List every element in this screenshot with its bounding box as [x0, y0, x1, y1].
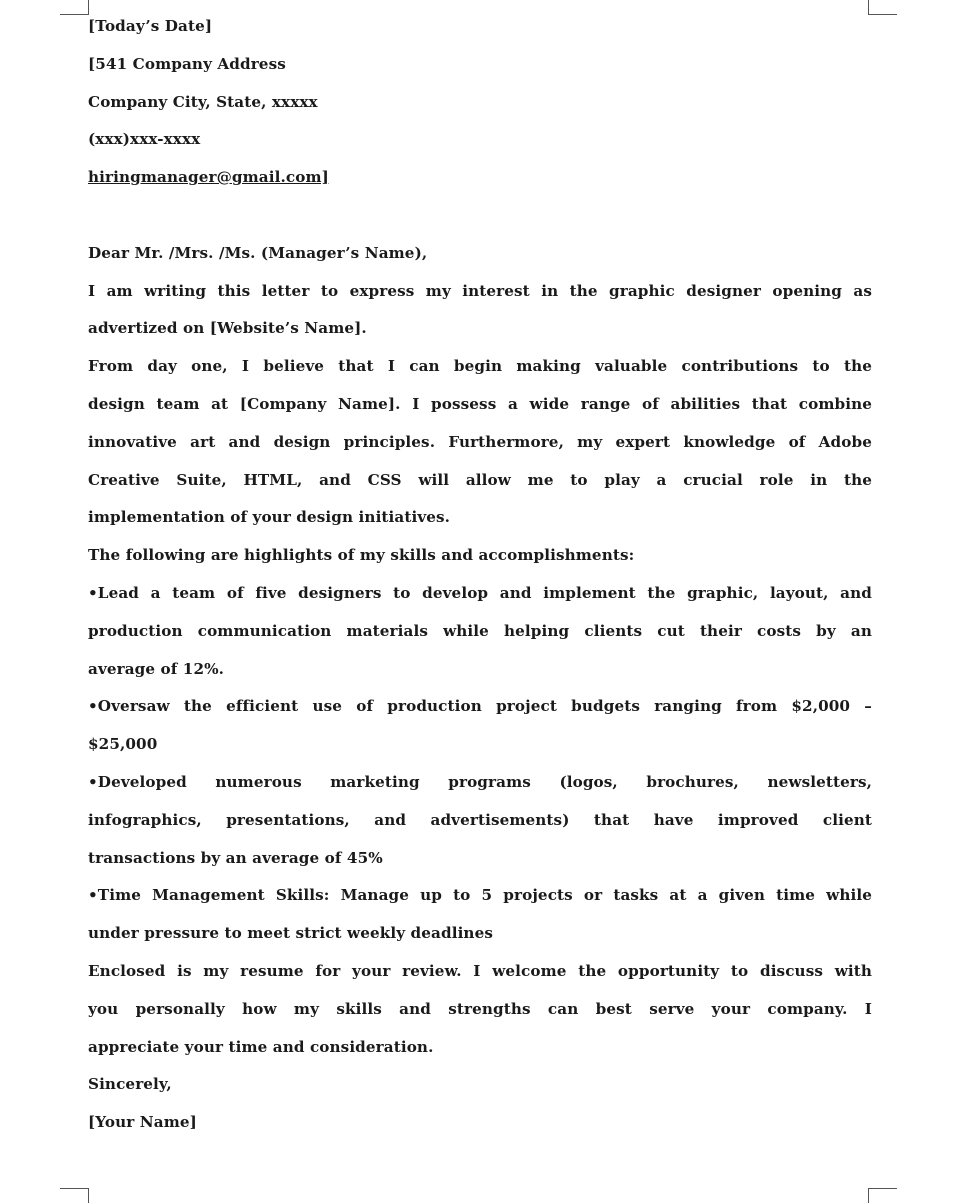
para1-line: From day one, I believe that I can begin making valuable contributions to the	[88, 357, 872, 376]
bullet-line: production communication materials while helping clients cut their costs by an	[88, 621, 872, 640]
city-line: Company City, State, xxxxx	[88, 92, 318, 111]
signature-name: [Your Name]	[88, 1113, 197, 1132]
highlights-intro: The following are highlights of my skills and accomplishments:	[88, 546, 635, 565]
email-link[interactable]: hiringmanager@gmail.com]	[88, 168, 329, 187]
intro-line: advertized on [Website’s Name].	[88, 319, 367, 338]
signoff: Sincerely,	[88, 1075, 172, 1094]
bullet-line: •Oversaw the efficient use of production project budgets ranging from $2,000 –	[88, 697, 872, 716]
bullet-line: average of 12%.	[88, 659, 225, 678]
phone-line: (xxx)xxx-xxxx	[88, 130, 201, 149]
crop-mark-bottom-left	[60, 1188, 89, 1203]
bullet-line: infographics, presentations, and advertisements) that have improved client	[88, 810, 872, 829]
closing-line: appreciate your time and consideration.	[88, 1037, 434, 1056]
closing-line: you personally how my skills and strengths can best serve your company. I	[88, 999, 872, 1018]
bullet-line: •Time Management Skills: Manage up to 5 projects or tasks at a given time while	[88, 886, 872, 905]
bullet-line: •Lead a team of five designers to develop and implement the graphic, layout, and	[88, 583, 872, 602]
crop-mark-bottom-right	[868, 1188, 897, 1203]
crop-mark-top-left	[60, 0, 89, 15]
closing-line: Enclosed is my resume for your review. I welcome the opportunity to discuss with	[88, 961, 872, 980]
bullet-line: under pressure to meet strict weekly deadlines	[88, 924, 493, 943]
address-line: [541 Company Address	[88, 54, 286, 73]
intro-line: I am writing this letter to express my interest in the graphic designer opening as	[88, 281, 872, 300]
para1-line: Creative Suite, HTML, and CSS will allow me to play a crucial role in the	[88, 470, 872, 489]
spacer	[88, 197, 872, 235]
letter-body	[88, 8, 872, 1142]
date-line: [Today’s Date]	[88, 17, 213, 35]
bullet-line: •Developed numerous marketing programs (logos, brochures, newsletters,	[88, 772, 872, 791]
para1-line: implementation of your design initiatives.	[88, 508, 451, 527]
salutation: Dear Mr. /Mrs. /Ms. (Manager’s Name),	[88, 243, 428, 262]
para1-line: design team at [Company Name]. I possess a wide range of abilities that combine	[88, 394, 872, 413]
crop-mark-top-right	[868, 0, 897, 15]
bullet-line: $25,000	[88, 735, 158, 754]
bullet-line: transactions by an average of 45%	[88, 848, 383, 867]
para1-line: innovative art and design principles. Furthermore, my expert knowledge of Adobe	[88, 432, 872, 451]
